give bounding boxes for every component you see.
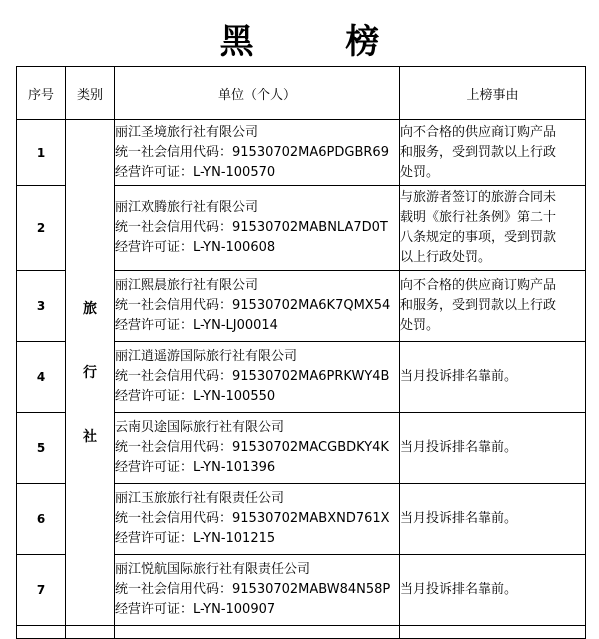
unit-cell [115,120,400,186]
unit-credit-code: 统一社会信用代码：91530702MABXND761X [115,511,390,526]
unit-cell [115,186,400,271]
reason-cell [400,484,586,555]
reason-cell [400,120,586,186]
reason-cell [400,342,586,413]
unit-license: 经营许可证：L-YN-LJ00014 [115,318,278,333]
unit-credit-code: 统一社会信用代码：91530702MA6PDGBR69 [115,144,389,160]
row-seq: 7 [17,555,66,626]
row-seq: 3 [17,271,66,342]
unit-cell [115,555,400,626]
category-cell [66,120,115,626]
unit-license: 经营许可证：L-YN-100550 [115,389,276,404]
category-char: 社 [83,428,97,445]
reason-line: 向不合格的供应商订购产品 [400,278,557,293]
reason-line: 与旅游者签订的旅游合同未 [400,190,557,205]
category-char: 行 [83,364,97,381]
unit-license: 经营许可证：L-YN-101396 [115,460,276,475]
unit-name: 丽江圣境旅行社有限公司 [115,124,259,140]
unit-credit-code: 统一社会信用代码：91530702MA6PRKWY4B [115,369,390,384]
page-title: 黑 榜 [219,22,420,62]
reason-cell [400,555,586,626]
reason-line: 当月投诉排名靠前。 [400,511,518,526]
reason-line: 八条规定的事项，受到罚款 [400,230,557,245]
unit-name: 丽江熙晨旅行社有限公司 [115,278,259,293]
row-seq: 6 [17,484,66,555]
unit-credit-code: 统一社会信用代码：91530702MA6K7QMX54 [115,298,391,313]
reason-cell [400,186,586,271]
reason-line: 向不合格的供应商订购产品 [400,124,557,140]
unit-license: 经营许可证：L-YN-101215 [115,531,276,546]
header-reason: 上榜事由 [400,67,586,120]
reason-line: 以上行政处罚。 [400,250,492,265]
table-row [17,120,586,186]
row-seq: 1 [17,120,66,186]
header-seq: 序号 [17,67,66,120]
reason-cell [400,413,586,484]
unit-cell [115,413,400,484]
unit-credit-code: 统一社会信用代码：91530702MACGBDKY4K [115,440,389,455]
table-header-row [17,67,586,120]
unit-license: 经营许可证：L-YN-100570 [115,164,276,180]
unit-cell [115,342,400,413]
reason-line: 当月投诉排名靠前。 [400,369,518,384]
category-char: 旅 [83,300,97,317]
unit-credit-code: 统一社会信用代码：91530702MABNLA7D0T [115,220,388,235]
unit-credit-code: 统一社会信用代码：91530702MABW84N58P [115,582,391,597]
unit-name: 丽江欢腾旅行社有限公司 [115,200,259,215]
reason-line: 和服务，受到罚款以上行政 [400,298,557,313]
unit-license: 经营许可证：L-YN-100608 [115,240,276,255]
reason-line: 当月投诉排名靠前。 [400,440,518,455]
row-seq: 2 [17,186,66,271]
unit-license: 经营许可证：L-YN-100907 [115,602,276,617]
unit-cell [115,484,400,555]
header-category: 类别 [66,67,115,120]
unit-name: 云南贝途国际旅行社有限公司 [115,420,285,435]
table-row-partial [17,626,586,639]
header-unit: 单位（个人） [115,67,400,120]
reason-line: 处罚。 [400,164,440,180]
unit-cell [115,271,400,342]
row-seq: 5 [17,413,66,484]
reason-line: 和服务，受到罚款以上行政 [400,144,557,160]
reason-line: 当月投诉排名靠前。 [400,582,518,597]
unit-name: 丽江逍遥游国际旅行社有限公司 [115,349,298,364]
blacklist-table [16,66,586,639]
reason-line: 载明《旅行社条例》第二十 [400,210,557,225]
unit-name: 丽江玉旅旅行社有限责任公司 [115,491,285,506]
reason-line: 处罚。 [400,318,440,333]
unit-name: 丽江悦航国际旅行社有限责任公司 [115,562,311,577]
row-seq: 4 [17,342,66,413]
reason-cell [400,271,586,342]
